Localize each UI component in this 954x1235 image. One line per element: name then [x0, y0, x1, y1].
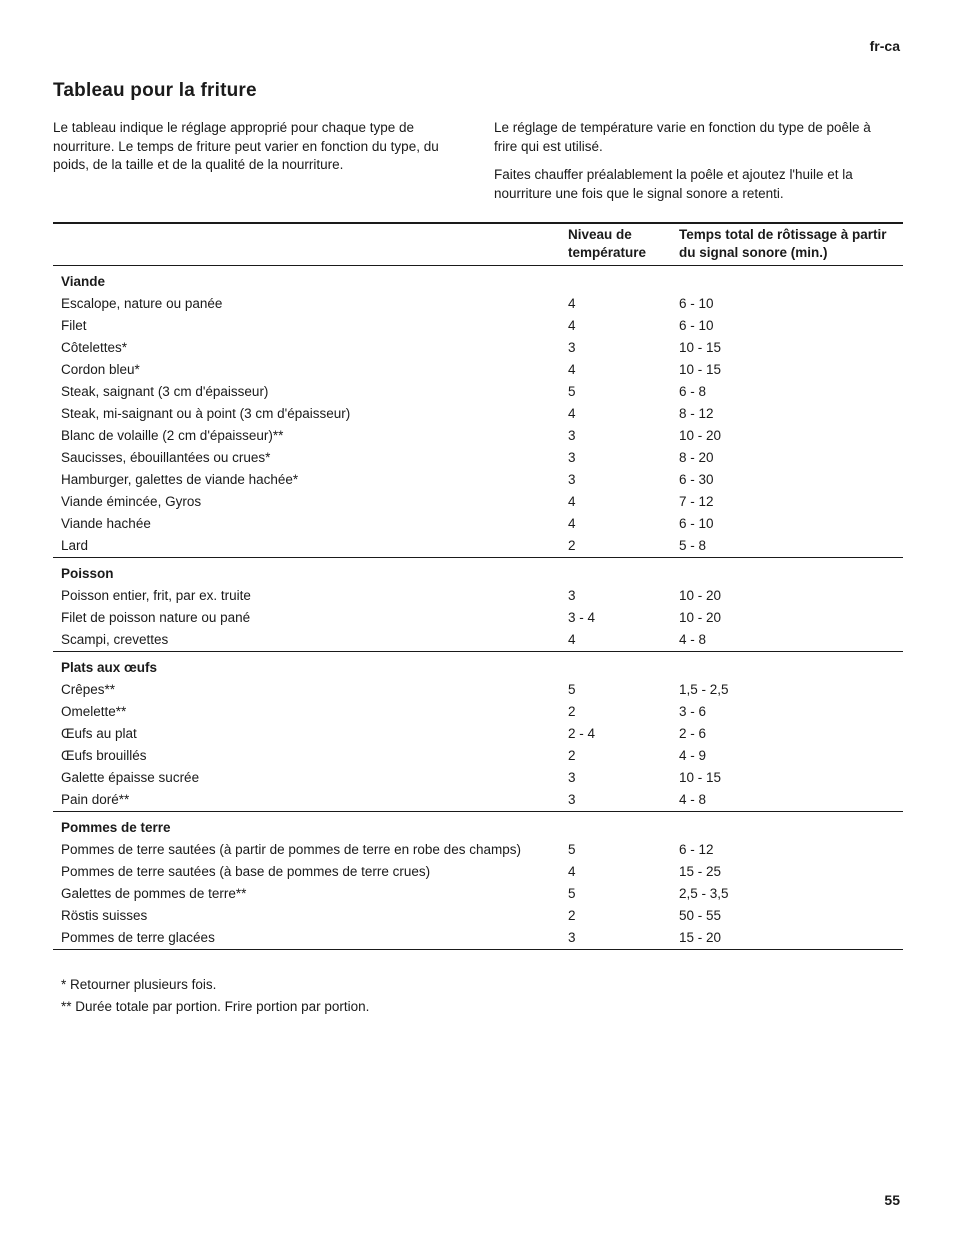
food-cell: Omelette** — [61, 704, 127, 719]
food-cell: Steak, mi-saignant ou à point (3 cm d'épaisseur) — [61, 406, 351, 421]
level-cell: 3 — [568, 472, 576, 487]
table-row — [53, 883, 903, 905]
time-cell: 10 - 15 — [679, 362, 722, 377]
time-cell: 2,5 - 3,5 — [679, 886, 729, 901]
category-row — [53, 652, 903, 680]
time-cell: 15 - 25 — [679, 864, 722, 879]
header-temperature-level: Niveau de température — [568, 227, 647, 260]
table-row — [53, 535, 903, 558]
level-cell: 3 — [568, 428, 576, 443]
level-cell: 4 — [568, 406, 576, 421]
footnote: ** Durée totale par portion. Frire portion par portion. — [61, 999, 370, 1014]
time-cell: 6 - 10 — [679, 516, 714, 531]
food-cell: Crêpes** — [61, 682, 116, 697]
level-cell: 5 — [568, 842, 576, 857]
table-row — [53, 447, 903, 469]
table-row — [53, 469, 903, 491]
category-title: Poisson — [61, 566, 114, 581]
food-cell: Pain doré** — [61, 792, 130, 807]
table-row — [53, 723, 903, 745]
food-cell: Hamburger, galettes de viande hachée* — [61, 472, 299, 487]
intro-right-column — [494, 119, 894, 213]
time-cell: 10 - 15 — [679, 770, 722, 785]
table-row — [53, 293, 903, 315]
category-title: Viande — [61, 274, 106, 289]
level-cell: 5 — [568, 682, 576, 697]
food-cell: Scampi, crevettes — [61, 632, 169, 647]
table-row — [53, 861, 903, 883]
time-cell: 8 - 20 — [679, 450, 714, 465]
time-cell: 10 - 20 — [679, 428, 722, 443]
time-cell: 10 - 20 — [679, 610, 722, 625]
time-cell: 6 - 10 — [679, 296, 714, 311]
food-cell: Œufs brouillés — [61, 748, 147, 763]
level-cell: 3 — [568, 340, 576, 355]
level-cell: 3 — [568, 588, 576, 603]
level-cell: 4 — [568, 318, 576, 333]
food-cell: Viande émincée, Gyros — [61, 494, 202, 509]
table-row — [53, 425, 903, 447]
time-cell: 4 - 8 — [679, 632, 707, 647]
level-cell: 4 — [568, 516, 576, 531]
food-cell: Filet de poisson nature ou pané — [61, 610, 251, 625]
table-row — [53, 679, 903, 701]
page-number: 55 — [884, 1192, 900, 1208]
table-row — [53, 513, 903, 535]
page-title: Tableau pour la friture — [53, 80, 257, 101]
table-row — [53, 315, 903, 337]
table-row — [53, 491, 903, 513]
level-cell: 2 - 4 — [568, 726, 596, 741]
food-cell: Galettes de pommes de terre** — [61, 886, 247, 901]
time-cell: 5 - 8 — [679, 538, 707, 553]
level-cell: 4 — [568, 296, 576, 311]
table-row — [53, 403, 903, 425]
category-title: Pommes de terre — [61, 820, 171, 835]
food-cell: Saucisses, ébouillantées ou crues* — [61, 450, 271, 465]
time-cell: 8 - 12 — [679, 406, 714, 421]
table-row — [53, 927, 903, 950]
food-cell: Steak, saignant (3 cm d'épaisseur) — [61, 384, 269, 399]
food-cell: Pommes de terre glacées — [61, 930, 215, 945]
level-cell: 4 — [568, 494, 576, 509]
food-cell: Lard — [61, 538, 89, 553]
table-row — [53, 839, 903, 861]
time-cell: 4 - 9 — [679, 748, 707, 763]
header-total-time: Temps total de rôtissage à partir du signal sonore (min.) — [679, 227, 887, 260]
table-row — [53, 745, 903, 767]
level-cell: 2 — [568, 908, 576, 923]
level-cell: 3 - 4 — [568, 610, 596, 625]
level-cell: 5 — [568, 384, 576, 399]
level-cell: 3 — [568, 770, 576, 785]
level-cell: 4 — [568, 864, 576, 879]
section-eggs — [53, 652, 903, 812]
food-cell: Viande hachée — [61, 516, 151, 531]
table-row — [53, 767, 903, 789]
time-cell: 4 - 8 — [679, 792, 707, 807]
food-cell: Filet — [61, 318, 87, 333]
level-cell: 3 — [568, 792, 576, 807]
table-row — [53, 701, 903, 723]
table-row — [53, 905, 903, 927]
time-cell: 6 - 8 — [679, 384, 707, 399]
time-cell: 10 - 15 — [679, 340, 722, 355]
time-cell: 1,5 - 2,5 — [679, 682, 729, 697]
intro-paragraph: Faites chauffer préalablement la poêle et ajoutez l'huile et la nourriture une fois que le signal sonore a retenti. — [494, 167, 853, 201]
time-cell: 6 - 10 — [679, 318, 714, 333]
food-cell: Escalope, nature ou panée — [61, 296, 223, 311]
frying-table — [53, 222, 903, 950]
category-row — [53, 812, 903, 840]
section-fish — [53, 558, 903, 652]
time-cell: 3 - 6 — [679, 704, 707, 719]
category-title: Plats aux œufs — [61, 660, 158, 675]
time-cell: 15 - 20 — [679, 930, 722, 945]
food-cell: Blanc de volaille (2 cm d'épaisseur)** — [61, 428, 284, 443]
language-tag: fr-ca — [869, 38, 900, 54]
footnote: * Retourner plusieurs fois. — [61, 977, 217, 992]
level-cell: 4 — [568, 632, 576, 647]
time-cell: 7 - 12 — [679, 494, 714, 509]
section-potatoes — [53, 812, 903, 950]
section-meat — [53, 266, 903, 558]
time-cell: 6 - 12 — [679, 842, 714, 857]
level-cell: 5 — [568, 886, 576, 901]
table-row — [53, 337, 903, 359]
level-cell: 4 — [568, 362, 576, 377]
food-cell: Cordon bleu* — [61, 362, 140, 377]
food-cell: Œufs au plat — [61, 726, 137, 741]
category-row — [53, 266, 903, 294]
intro-left-column — [53, 119, 463, 185]
table-header-row — [53, 223, 903, 266]
table-row — [53, 585, 903, 607]
time-cell: 50 - 55 — [679, 908, 722, 923]
food-cell: Côtelettes* — [61, 340, 128, 355]
intro-paragraph: Le réglage de température varie en fonction du type de poêle à frire qui est utilisé. — [494, 120, 871, 154]
food-cell: Galette épaisse sucrée — [61, 770, 200, 785]
food-cell: Pommes de terre sautées (à partir de pommes de terre en robe des champs) — [61, 842, 521, 857]
level-cell: 3 — [568, 930, 576, 945]
food-cell: Röstis suisses — [61, 908, 148, 923]
time-cell: 2 - 6 — [679, 726, 707, 741]
table-row — [53, 629, 903, 652]
level-cell: 2 — [568, 704, 576, 719]
table-row — [53, 789, 903, 812]
level-cell: 2 — [568, 748, 576, 763]
time-cell: 10 - 20 — [679, 588, 722, 603]
level-cell: 2 — [568, 538, 576, 553]
intro-paragraph: Le tableau indique le réglage approprié pour chaque type de nourriture. Le temps de friture peut varier en fonction du type, du poids, de la taille et de la qualité de la nourriture. — [53, 120, 439, 172]
food-cell: Pommes de terre sautées (à base de pommes de terre crues) — [61, 864, 431, 879]
header-food — [53, 223, 560, 266]
time-cell: 6 - 30 — [679, 472, 714, 487]
food-cell: Poisson entier, frit, par ex. truite — [61, 588, 251, 603]
footnotes — [61, 974, 369, 1018]
level-cell: 3 — [568, 450, 576, 465]
category-row — [53, 558, 903, 586]
table-row — [53, 359, 903, 381]
table-row — [53, 607, 903, 629]
table-row — [53, 381, 903, 403]
